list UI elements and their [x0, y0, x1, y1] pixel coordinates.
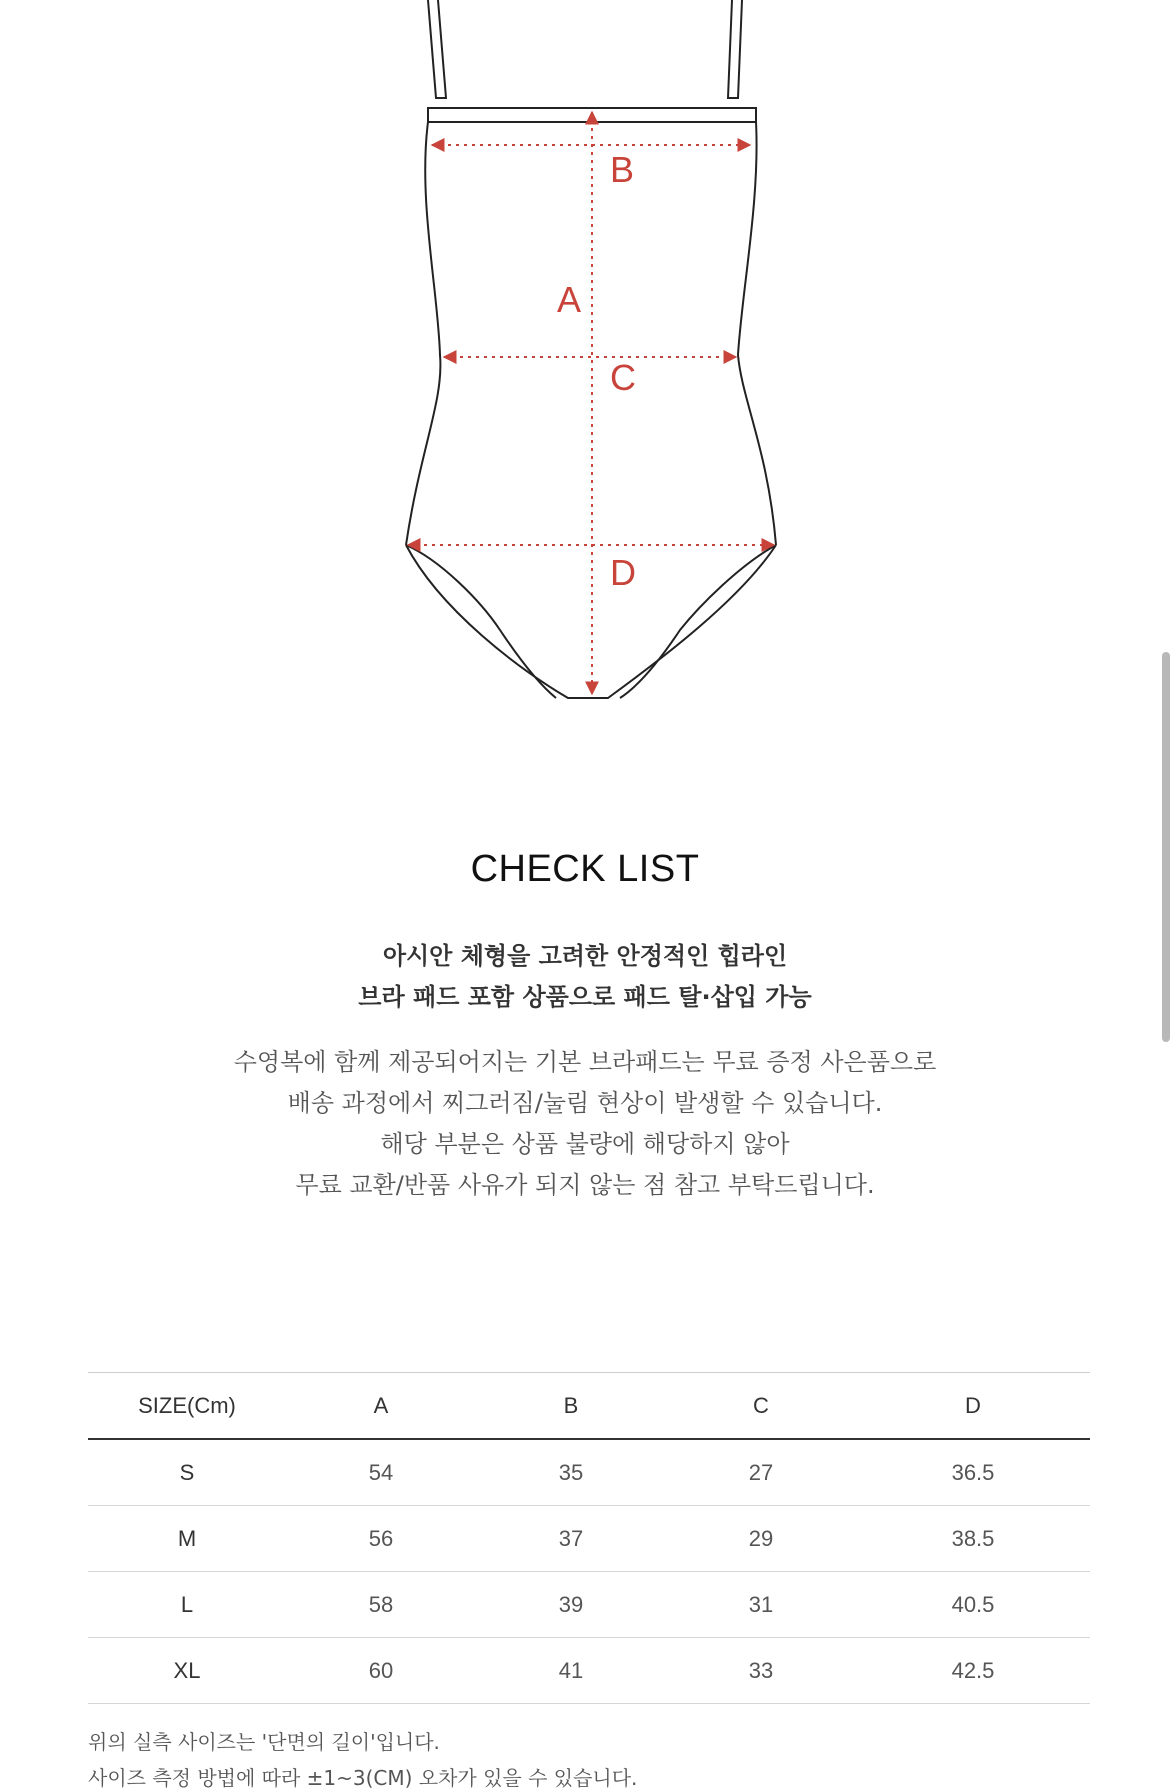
value-cell: 54: [368, 1459, 394, 1485]
measure-label-d: D: [610, 552, 636, 593]
table-row: [88, 1439, 1090, 1506]
value-cell: 31: [748, 1591, 774, 1617]
table-row: [88, 1638, 1090, 1704]
value-cell: 58: [368, 1591, 394, 1617]
value-cell: 38.5: [951, 1525, 995, 1551]
value-cell: 39: [558, 1591, 584, 1617]
size-table-header: [88, 1373, 1090, 1440]
size-cell: L: [180, 1591, 194, 1617]
note-line-4: 무료 교환/반품 사유가 되지 않는 점 참고 부탁드립니다.: [295, 1171, 875, 1199]
value-cell: 56: [368, 1525, 394, 1551]
headline-line-2: 브라 패드 포함 상품으로 패드 탈·삽입 가능: [358, 983, 812, 1011]
table-row: [88, 1506, 1090, 1572]
table-row: [88, 1572, 1090, 1638]
value-cell: 40.5: [951, 1591, 995, 1617]
header-a: A: [373, 1392, 389, 1418]
measure-label-b: B: [610, 149, 635, 190]
value-cell: 60: [368, 1657, 394, 1683]
size-cell: S: [179, 1459, 195, 1485]
value-cell: 41: [558, 1657, 584, 1683]
measure-label-c: C: [610, 357, 636, 398]
value-cell: 42.5: [951, 1657, 995, 1683]
note-line-1: 수영복에 함께 제공되어지는 기본 브라패드는 무료 증정 사은품으로: [233, 1048, 937, 1076]
footnote-1: 위의 실측 사이즈는 '단면의 길이'입니다.: [88, 1730, 440, 1754]
measure-label-a: A: [557, 279, 582, 320]
value-cell: 27: [748, 1459, 774, 1485]
size-cell: M: [177, 1525, 197, 1551]
measurement-lines: [408, 112, 774, 694]
footnote-2: 사이즈 측정 방법에 따라 ±1~3(CM) 오차가 있을 수 있습니다.: [88, 1766, 638, 1790]
note-line-3: 해당 부분은 상품 불량에 해당하지 않아: [380, 1130, 790, 1158]
note-line-2: 배송 과정에서 찌그러짐/눌림 현상이 발생할 수 있습니다.: [287, 1089, 883, 1117]
value-cell: 33: [748, 1657, 774, 1683]
vertical-scrollbar[interactable]: [1162, 652, 1170, 1042]
header-b: B: [563, 1392, 579, 1418]
value-cell: 29: [748, 1525, 774, 1551]
header-d: D: [965, 1392, 981, 1418]
check-list-title: CHECK LIST: [470, 848, 700, 890]
value-cell: 35: [558, 1459, 584, 1485]
value-cell: 37: [558, 1525, 584, 1551]
headline-line-1: 아시안 체형을 고려한 안정적인 힙라인: [382, 942, 788, 970]
header-size: SIZE(Cm): [138, 1392, 236, 1418]
swimsuit-straps: [428, 0, 742, 98]
value-cell: 36.5: [951, 1459, 995, 1485]
swimsuit-measurement-diagram: [0, 0, 1170, 780]
size-cell: XL: [173, 1657, 201, 1683]
header-c: C: [753, 1392, 769, 1418]
size-table: [88, 1372, 1090, 1704]
